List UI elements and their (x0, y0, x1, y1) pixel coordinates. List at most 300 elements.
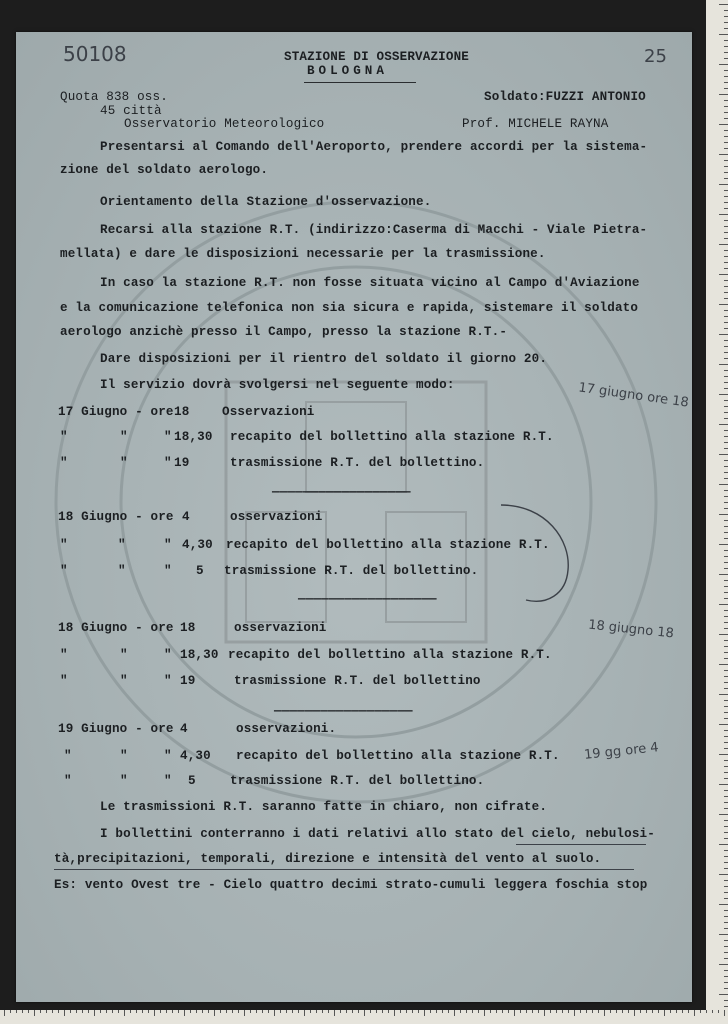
ruler-tick (719, 724, 728, 725)
paragraph-1-line-1: Presentarsi al Comando dell'Aeroporto, prendere accordi per la sistema- (100, 140, 648, 154)
ruler-tick (208, 1010, 209, 1013)
ruler-tick (724, 856, 728, 857)
ruler-tick (724, 676, 728, 677)
ruler-tick (724, 238, 728, 239)
ruler-tick (724, 10, 728, 11)
ruler-tick (124, 1010, 125, 1016)
paragraph-6: Il servizio dovrà svolgersi nel seguente modo: (100, 378, 455, 392)
ruler-tick (724, 622, 728, 623)
ruler-tick (478, 1010, 479, 1013)
ruler-tick (676, 1010, 677, 1013)
ruler-tick (724, 640, 728, 641)
ruler-tick (724, 316, 728, 317)
ruler-tick (724, 550, 728, 551)
ruler-tick (724, 478, 728, 479)
paragraph-3-line-2: mellata) e dare le disposizioni necessarie per la trasmissione. (60, 247, 546, 261)
ruler-tick (154, 1010, 155, 1016)
footer-line-3: tà,precipitazioni, temporali, direzione e intensità del vento al suolo. (54, 852, 602, 866)
ruler-tick (100, 1010, 101, 1013)
measurement-ruler-vertical (706, 0, 728, 1010)
page-number: 25 (644, 46, 667, 67)
altitude-line1: Quota 838 oss. (60, 90, 168, 104)
ruler-tick (724, 352, 728, 353)
ruler-tick (292, 1010, 293, 1013)
ruler-tick (220, 1010, 221, 1013)
schedule-2-time-1: 4 (182, 510, 190, 524)
ruler-tick (142, 1010, 143, 1013)
document-page (16, 32, 692, 1002)
ruler-tick (724, 472, 728, 473)
ruler-tick (502, 1010, 503, 1013)
ruler-tick (346, 1010, 347, 1013)
ditto-mark: " (120, 749, 128, 763)
ruler-tick (604, 1010, 605, 1016)
ruler-tick (382, 1010, 383, 1013)
ruler-tick (592, 1010, 593, 1013)
paragraph-4-line-3: aerologo anzichè presso il Campo, presso la stazione R.T.- (60, 325, 508, 339)
ruler-tick (724, 292, 728, 293)
ruler-tick (724, 982, 728, 983)
ruler-tick (724, 256, 728, 257)
ruler-tick (724, 940, 728, 941)
ruler-tick (724, 562, 728, 563)
ruler-tick (724, 388, 728, 389)
ruler-tick (526, 1010, 527, 1013)
separator-1: —————————————————— (272, 485, 411, 499)
observatory-name: Osservatorio Meteorologico (124, 117, 325, 131)
ruler-tick (724, 958, 728, 959)
footer-example: Es: vento Ovest tre - Cielo quattro decimi strato-cumuli leggera foschia stop (54, 878, 648, 892)
schedule-4-note: 19 gg ore 4 (583, 740, 660, 763)
ruler-tick (256, 1010, 257, 1013)
ruler-tick (664, 1010, 665, 1016)
ruler-tick (719, 4, 728, 5)
ruler-tick (724, 592, 728, 593)
ruler-tick (719, 94, 728, 95)
ruler-tick (724, 952, 728, 953)
ruler-tick (724, 220, 728, 221)
ruler-tick (616, 1010, 617, 1013)
ruler-tick (719, 394, 728, 395)
ruler-tick (724, 610, 728, 611)
ruler-tick (22, 1010, 23, 1013)
ruler-tick (316, 1010, 317, 1013)
ruler-tick (694, 1010, 695, 1016)
schedule-1-time-2: 18,30 (174, 430, 213, 444)
ruler-tick (520, 1010, 521, 1013)
ruler-tick (556, 1010, 557, 1013)
ruler-tick (719, 904, 728, 905)
ruler-tick (719, 454, 728, 455)
ruler-tick (64, 1010, 65, 1016)
ruler-tick (719, 214, 728, 215)
ruler-tick (724, 40, 728, 41)
ruler-tick (719, 544, 728, 545)
ditto-mark: " (164, 674, 172, 688)
ruler-tick (724, 820, 728, 821)
ruler-tick (370, 1010, 371, 1013)
measurement-ruler-horizontal (0, 1010, 728, 1024)
ruler-tick (106, 1010, 107, 1013)
ruler-tick (358, 1010, 359, 1013)
ruler-tick (76, 1010, 77, 1013)
ditto-mark: " (64, 749, 72, 763)
ruler-tick (719, 994, 728, 995)
ruler-tick (719, 424, 728, 425)
ruler-tick (724, 112, 728, 113)
ditto-mark: " (118, 564, 126, 578)
ruler-tick (94, 1010, 95, 1016)
ruler-tick (280, 1010, 281, 1013)
ruler-tick (724, 808, 728, 809)
ruler-tick (724, 466, 728, 467)
ruler-tick (532, 1010, 533, 1013)
ruler-tick (190, 1010, 191, 1013)
ruler-tick (304, 1010, 305, 1016)
ruler-tick (724, 178, 728, 179)
ruler-tick (724, 406, 728, 407)
ruler-tick (322, 1010, 323, 1013)
ruler-tick (724, 832, 728, 833)
ruler-tick (719, 64, 728, 65)
ruler-tick (334, 1010, 335, 1016)
schedule-2-task-1: osservazioni (230, 510, 323, 524)
ruler-tick (406, 1010, 407, 1013)
title-underline (304, 82, 416, 83)
ruler-tick (550, 1010, 551, 1013)
ruler-tick (724, 322, 728, 323)
ruler-tick (130, 1010, 131, 1013)
ditto-mark: " (118, 538, 126, 552)
schedule-1-note: 17 giugno ore 18 (577, 380, 690, 411)
ruler-tick (724, 88, 728, 89)
ruler-tick (178, 1010, 179, 1013)
ruler-tick (700, 1010, 701, 1013)
ruler-tick (580, 1010, 581, 1013)
paragraph-4-line-2: e la comunicazione telefonica non sia sicura e rapida, sistemare il soldato (60, 301, 639, 315)
ruler-tick (376, 1010, 377, 1013)
ruler-tick (724, 358, 728, 359)
ruler-tick (232, 1010, 233, 1013)
ruler-tick (724, 166, 728, 167)
ruler-tick (724, 142, 728, 143)
ruler-tick (724, 430, 728, 431)
ruler-tick (112, 1010, 113, 1013)
ruler-tick (364, 1010, 365, 1016)
pencil-bracket-mark (496, 500, 576, 610)
ruler-tick (719, 334, 728, 335)
ruler-tick (724, 628, 728, 629)
ruler-tick (724, 82, 728, 83)
ruler-tick (706, 1010, 707, 1013)
ruler-tick (724, 730, 728, 731)
schedule-1-time-1: 18 (174, 405, 190, 419)
ruler-tick (724, 436, 728, 437)
ruler-tick (226, 1010, 227, 1013)
separator-3: —————————————————— (274, 704, 413, 718)
ruler-tick (719, 694, 728, 695)
ruler-tick (724, 850, 728, 851)
ruler-tick (40, 1010, 41, 1013)
ditto-mark: " (120, 430, 128, 444)
ditto-mark: " (120, 648, 128, 662)
ruler-tick (10, 1010, 11, 1013)
pencil-underline (54, 869, 634, 870)
ruler-tick (724, 1000, 728, 1001)
schedule-1-day: 17 Giugno - ore (58, 405, 174, 419)
ruler-tick (340, 1010, 341, 1013)
ruler-tick (724, 682, 728, 683)
ruler-tick (724, 268, 728, 269)
schedule-3-day: 18 Giugno - ore (58, 621, 174, 635)
ruler-tick (436, 1010, 437, 1013)
ruler-tick (490, 1010, 491, 1013)
ditto-mark: " (60, 674, 68, 688)
ruler-tick (724, 58, 728, 59)
ruler-tick (724, 718, 728, 719)
ruler-tick (724, 346, 728, 347)
ruler-tick (724, 208, 728, 209)
ruler-tick (172, 1010, 173, 1013)
schedule-4-time-3: 5 (188, 774, 196, 788)
ruler-tick (724, 880, 728, 881)
schedule-2-task-3: trasmissione R.T. del bollettino. (224, 564, 479, 578)
schedule-3-note: 18 giugno 18 (587, 617, 675, 642)
ruler-tick (719, 34, 728, 35)
schedule-3-time-1: 18 (180, 621, 196, 635)
schedule-3-time-3: 19 (180, 674, 196, 688)
separator-2: —————————————————— (298, 592, 437, 606)
ruler-tick (724, 412, 728, 413)
ruler-tick (724, 748, 728, 749)
ruler-tick (46, 1010, 47, 1013)
ruler-tick (724, 988, 728, 989)
ruler-tick (724, 106, 728, 107)
ruler-tick (719, 964, 728, 965)
ruler-tick (568, 1010, 569, 1013)
ruler-tick (424, 1010, 425, 1016)
ruler-tick (724, 736, 728, 737)
ditto-mark: " (120, 456, 128, 470)
ruler-tick (544, 1010, 545, 1016)
ruler-tick (724, 46, 728, 47)
ruler-tick (724, 76, 728, 77)
ruler-tick (724, 898, 728, 899)
ruler-tick (724, 490, 728, 491)
ruler-tick (724, 22, 728, 23)
footer-line-1: Le trasmissioni R.T. saranno fatte in chiaro, non cifrate. (100, 800, 548, 814)
ruler-tick (719, 514, 728, 515)
ruler-tick (724, 508, 728, 509)
ruler-tick (724, 538, 728, 539)
ditto-mark: " (60, 648, 68, 662)
ruler-tick (238, 1010, 239, 1013)
paragraph-2: Orientamento della Stazione d'osservazione. (100, 195, 432, 209)
ruler-tick (724, 520, 728, 521)
ditto-mark: " (164, 430, 172, 444)
ruler-tick (724, 382, 728, 383)
ruler-tick (724, 658, 728, 659)
paragraph-4-line-1: In caso la stazione R.T. non fosse situata vicino al Campo d'Aviazione (100, 276, 640, 290)
ruler-tick (412, 1010, 413, 1013)
ruler-tick (724, 400, 728, 401)
paragraph-5: Dare disposizioni per il rientro del soldato il giorno 20. (100, 352, 548, 366)
ruler-tick (724, 196, 728, 197)
ruler-tick (148, 1010, 149, 1013)
ruler-tick (724, 712, 728, 713)
ruler-tick (724, 280, 728, 281)
ruler-tick (724, 586, 728, 587)
ruler-tick (724, 286, 728, 287)
ruler-tick (724, 670, 728, 671)
schedule-3-task-1: osservazioni (234, 621, 327, 635)
ruler-tick (724, 706, 728, 707)
schedule-4-day: 19 Giugno - ore (58, 722, 174, 736)
schedule-2-day: 18 Giugno - ore (58, 510, 174, 524)
ruler-tick (484, 1010, 485, 1016)
ruler-tick (160, 1010, 161, 1013)
ditto-mark: " (164, 456, 172, 470)
ruler-tick (628, 1010, 629, 1013)
ruler-tick (724, 796, 728, 797)
ruler-tick (724, 886, 728, 887)
ditto-mark: " (64, 774, 72, 788)
ruler-tick (724, 526, 728, 527)
schedule-4-task-2: recapito del bollettino alla stazione R.T. (236, 749, 560, 763)
ruler-tick (262, 1010, 263, 1013)
ruler-tick (724, 766, 728, 767)
ruler-tick (622, 1010, 623, 1013)
ruler-tick (472, 1010, 473, 1013)
ruler-tick (724, 970, 728, 971)
soldier-name: Soldato:FUZZI ANTONIO (484, 90, 646, 104)
ruler-tick (724, 946, 728, 947)
schedule-3-time-2: 18,30 (180, 648, 219, 662)
schedule-2-time-2: 4,30 (182, 538, 213, 552)
ruler-tick (724, 376, 728, 377)
ruler-tick (724, 496, 728, 497)
ruler-tick (724, 790, 728, 791)
schedule-4-task-1: osservazioni. (236, 722, 337, 736)
ruler-tick (719, 754, 728, 755)
ruler-tick (719, 934, 728, 935)
schedule-3-task-3: trasmissione R.T. del bollettino (234, 674, 481, 688)
ruler-tick (52, 1010, 53, 1013)
ruler-tick (719, 244, 728, 245)
ruler-tick (718, 1010, 719, 1013)
ruler-tick (719, 574, 728, 575)
ruler-tick (724, 1010, 725, 1016)
ruler-tick (724, 532, 728, 533)
ruler-tick (274, 1010, 275, 1016)
ditto-mark: " (164, 648, 172, 662)
ruler-tick (719, 844, 728, 845)
schedule-4-time-1: 4 (180, 722, 188, 736)
ruler-tick (70, 1010, 71, 1013)
ruler-tick (724, 202, 728, 203)
ruler-tick (719, 154, 728, 155)
ruler-tick (34, 1010, 35, 1016)
ruler-tick (118, 1010, 119, 1013)
ruler-tick (719, 784, 728, 785)
ruler-tick (286, 1010, 287, 1013)
ditto-mark: " (164, 749, 172, 763)
ruler-tick (724, 862, 728, 863)
ruler-tick (724, 502, 728, 503)
ruler-tick (28, 1010, 29, 1013)
ruler-tick (310, 1010, 311, 1013)
ruler-tick (724, 916, 728, 917)
ruler-tick (724, 226, 728, 227)
professor-name: Prof. MICHELE RAYNA (462, 117, 609, 131)
ditto-mark: " (60, 564, 68, 578)
ruler-tick (724, 652, 728, 653)
ruler-tick (724, 1006, 728, 1007)
ruler-tick (658, 1010, 659, 1013)
ruler-tick (202, 1010, 203, 1013)
ruler-tick (508, 1010, 509, 1013)
ditto-mark: " (164, 538, 172, 552)
ruler-tick (724, 310, 728, 311)
ruler-tick (184, 1010, 185, 1016)
ruler-tick (682, 1010, 683, 1013)
ruler-tick (724, 70, 728, 71)
ruler-tick (724, 688, 728, 689)
ruler-tick (724, 442, 728, 443)
ruler-tick (719, 274, 728, 275)
ruler-tick (586, 1010, 587, 1013)
ruler-tick (724, 460, 728, 461)
ruler-tick (496, 1010, 497, 1013)
ruler-tick (724, 190, 728, 191)
ruler-tick (719, 814, 728, 815)
paragraph-1-line-2: zione del soldato aerologo. (60, 163, 269, 177)
altitude-line2: 45 città (100, 104, 162, 118)
ruler-tick (724, 28, 728, 29)
schedule-4-task-3: trasmissione R.T. del bollettino. (230, 774, 485, 788)
ruler-tick (719, 184, 728, 185)
ruler-tick (719, 664, 728, 665)
ruler-tick (460, 1010, 461, 1013)
ruler-tick (724, 616, 728, 617)
ruler-tick (719, 304, 728, 305)
schedule-2-time-3: 5 (196, 564, 204, 578)
ruler-tick (58, 1010, 59, 1013)
ruler-tick (719, 874, 728, 875)
ruler-tick (640, 1010, 641, 1013)
ruler-tick (719, 634, 728, 635)
station-title: STAZIONE DI OSSERVAZIONE (284, 50, 469, 64)
ditto-mark: " (60, 430, 68, 444)
ruler-tick (724, 16, 728, 17)
ruler-tick (724, 580, 728, 581)
ruler-tick (724, 250, 728, 251)
ruler-tick (724, 772, 728, 773)
ruler-tick (250, 1010, 251, 1013)
ruler-tick (448, 1010, 449, 1013)
ruler-tick (719, 484, 728, 485)
schedule-2-task-2: recapito del bollettino alla stazione R.T. (226, 538, 550, 552)
ruler-tick (724, 136, 728, 137)
ruler-tick (610, 1010, 611, 1013)
ruler-tick (724, 262, 728, 263)
ruler-tick (646, 1010, 647, 1013)
ruler-tick (724, 826, 728, 827)
ruler-tick (724, 838, 728, 839)
ruler-tick (724, 910, 728, 911)
ruler-tick (724, 328, 728, 329)
ruler-tick (634, 1010, 635, 1016)
